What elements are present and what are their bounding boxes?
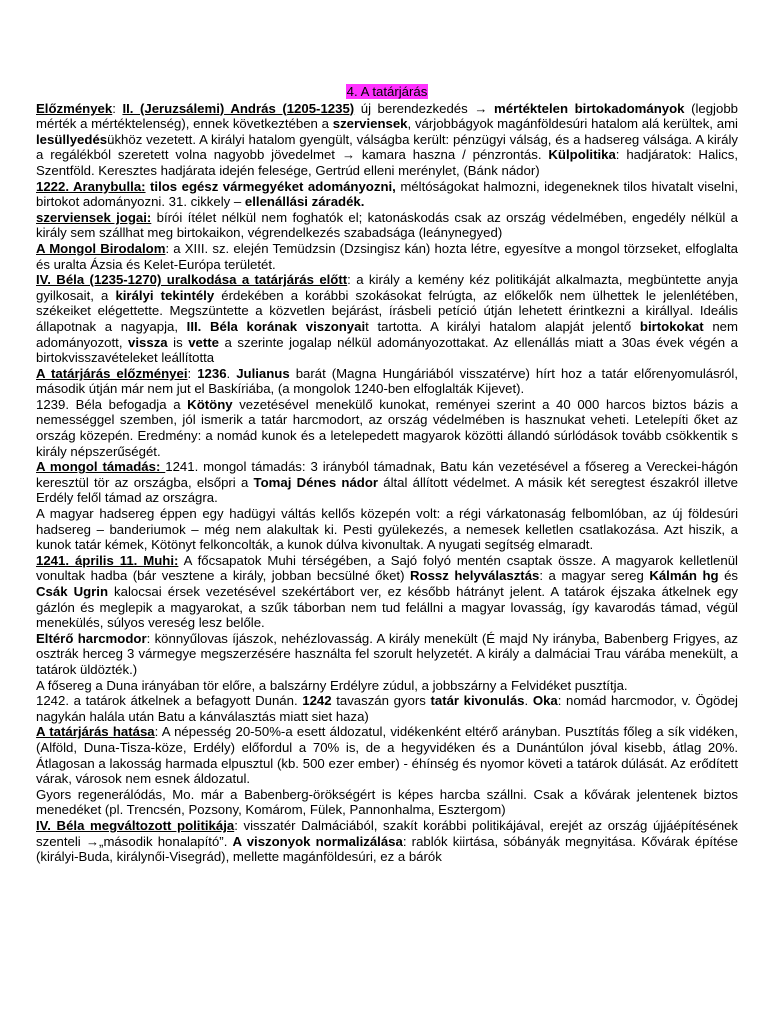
text-run: vette xyxy=(188,334,220,350)
text-run: 1241. mongol támadás: 3 irányból támadnak, Batu kán vezetésével a fősereg a Vereckei-hágón keresztül tör az országba, elsőpri a xyxy=(36,459,739,490)
text-run: t tartotta. A királyi hatalom alapját jelentő xyxy=(365,318,640,334)
text-run: Oka xyxy=(532,693,558,709)
text-run: Eltérő harcmodor xyxy=(36,630,147,646)
text-run: III. Béla korának viszonyai xyxy=(186,318,366,334)
text-run: : nomád harcmodor, v. Ögödej nagykán halála után Batu a kánválasztás miatt siet haza) xyxy=(36,693,738,724)
paragraph-megvaltozott-politika xyxy=(36,818,738,865)
text-run: : visszatér Dalmáciából, szakít korábbi politikájával, erejét az ország újjáépítésének szenteli →„második honalapító”. xyxy=(36,817,739,849)
paragraph-aranybulla xyxy=(36,179,738,210)
document-title: 4. A tatárjárás xyxy=(346,84,428,99)
text-run: nem adományozott, xyxy=(36,318,738,350)
paragraph-hadsereg xyxy=(36,506,738,553)
text-run: szerviensek jogai: xyxy=(36,209,152,225)
text-run: tilos egész vármegyéket adományozni, xyxy=(145,178,396,194)
text-run: Rossz helyválasztás xyxy=(409,568,540,584)
text-run: méltóságokat halmozni, idegeneknek tilos hivatalt viselni, birtokot adományozni. 31. cikkely – xyxy=(36,178,738,210)
paragraph-gyors-regeneralodas xyxy=(36,787,738,818)
text-run: Előzmények xyxy=(36,100,113,116)
text-run: 1241. április 11. Muhi: xyxy=(36,552,179,568)
text-run: vezetésével menekülő kunokat, reményei szerint a 40 000 harcos biztos bázis a nemességgel szemben, jól ismerik a tatár harcmodort, az ország védelmében is hasznukat veheti. Letelepíti őket az ország közepén. Eredmény: a nomád kunok és a letelepedett magyarok közötti állandó súrlódások tovább csökkentik s király népszerűségét. xyxy=(36,396,738,459)
text-run: birtokokat xyxy=(639,318,704,334)
paragraph-kivonulas xyxy=(36,693,738,724)
title-line xyxy=(36,84,738,100)
text-run: bírói ítélet nélkül nem foghatók el; katonáskodás csak az ország védelmében, engedély nélkül a király sem szállhat meg birtokaikon, végrendelkezés szabadsága (leánynegyed) xyxy=(36,209,738,241)
text-run: A magyar hadsereg éppen egy hadügyi váltás kellős közepén volt: a régi várkatonaság felbomlóban, az új földesúri hadsereg – banderiumok – még nem alakultak ki. Pesti gyülekezés, a nemesek kelletlen csatlakozása. Azt hiszik, a kunok tatár kémek, Kötönyt felkoncolták, a kunok dúlva kivonultak. A nyugati segítség elmaradt. xyxy=(36,506,738,553)
text-run: és xyxy=(718,568,739,584)
text-run: Gyors regenerálódás, Mo. már a Babenberg-örökségért is képes harcba szállni. Csak a kővárak jelentenek biztos menedéket (pl. Trencsén, Pozsony, Komárom, Fülek, Pannonhalma, Esztergom) xyxy=(36,786,738,818)
text-run: : xyxy=(112,100,123,116)
paragraph-szerviensek-jogai xyxy=(36,210,738,241)
text-run: szerviensek xyxy=(332,116,408,132)
text-run: IV. Béla megváltozott politikája xyxy=(36,817,235,833)
text-run: A mongol támadás: xyxy=(36,459,166,475)
paragraph-elozmenyek xyxy=(36,101,738,179)
text-run: . xyxy=(524,693,533,709)
text-run: A fősereg a Duna irányában tör előre, a balszárny Erdélyre zúdul, a jobbszárny a Felvidéket pusztítja. xyxy=(36,677,628,693)
text-run: által állított védelmet. A másik két seregtest északról illetve Erdély felől támad az országra. xyxy=(36,474,738,506)
text-run: érdekében a korábbi szokásokat felrúgta, az előkelők nem ülhettek le jelenlétében, székeiket elégettette. Megszüntette a közvetlen bejárást, írásbeli petíció útján lehetett érintkezni a királlyal. Ideális állapotnak a nagyapja, xyxy=(36,287,738,334)
text-run: lesüllyedés xyxy=(36,131,108,147)
paragraph-mongol-tamadas xyxy=(36,459,738,506)
text-run: vissza xyxy=(128,334,168,350)
text-run: II. (Jeruzsálemi) András (1205-1235) xyxy=(122,100,355,116)
text-run: , várjobbágyok magánföldesúri hatalom alá kerültek, ami xyxy=(407,116,738,132)
text-run: A viszonyok normalizálása xyxy=(232,833,403,849)
text-run: mértéktelen birtokadományok xyxy=(494,100,685,116)
paragraph-eltero-harcmodor xyxy=(36,631,738,678)
text-run: 1222. Aranybulla: xyxy=(36,178,146,194)
text-run: Julianus xyxy=(236,365,290,381)
text-run: . xyxy=(226,365,237,381)
text-run: Kálmán hg xyxy=(649,568,719,584)
text-run: : rablók kiirtása, sóbányák megnyitása. Kővárak építése (királyi-Buda, királynői-Visegrád), mellette magánföldesúri, ez a bárók xyxy=(36,833,738,865)
text-run: : a magyar sereg xyxy=(539,568,650,584)
text-run: tavaszán gyors xyxy=(331,693,431,709)
text-run: : a király a kemény kéz politikáját alkalmazta, megbüntette anyja gyilkosait, a xyxy=(36,272,738,303)
document-page xyxy=(36,84,738,865)
text-run: ellenállási záradék. xyxy=(244,194,365,210)
text-run: királyi tekintély xyxy=(115,287,215,303)
text-run: Külpolitika xyxy=(548,147,616,163)
document-body xyxy=(36,101,738,865)
text-run: A főcsapatok Muhi térségében, a Sajó folyó mentén csaptak össze. A magyarok kelletlenül vonultak hadba (bár vesztene a király, jobban becsülné őket) xyxy=(36,552,738,584)
text-run: IV. Béla (1235-1270) uralkodása a tatárjárás előtt xyxy=(36,272,348,288)
text-run: (legjobb mérték a mértéktelenség), ennek következtében a xyxy=(36,100,738,132)
text-run: : A népesség 20-50%-a esett áldozatul, vidékenként eltérő arányban. Pusztítás főleg a sík vidéken, (Alföld, Duna-Tisza-köze, Erdély) előfordul a 70% is, de a hegyvidéken és a Dunántúlon jóval kisebb, átlag 20%. Átlagosan a lakosság harmada elpusztul (kb. 500 ezer ember) - éhínség és nyomor követi a tatárok dúlását. Az erődített várak, városok nem esnek áldozatul. xyxy=(36,724,739,787)
text-run: Kötöny xyxy=(187,396,233,412)
text-run: Tomaj Dénes nádor xyxy=(253,474,379,490)
text-run: is xyxy=(167,334,189,350)
paragraph-tatarjaras-hatasa xyxy=(36,724,738,786)
paragraph-kotony xyxy=(36,397,738,459)
text-run: : xyxy=(187,365,198,381)
paragraph-mongol-birodalom xyxy=(36,241,738,272)
text-run: A tatárjárás hatása xyxy=(36,724,155,740)
text-run: új berendezkedés → xyxy=(354,100,495,116)
text-run: barát (Magna Hungáriából visszatérve) hírt hoz a tatár előrenyomulásról, második útján már nem jut el Baskíriába, (a mongolok 1240-ben elfoglalták Kijevet). xyxy=(36,365,739,397)
text-run: A Mongol Birodalom xyxy=(36,240,166,256)
text-run: : hadjáratok: Halics, Szentföld. Keresztes hadjárata idején felesége, Gertrúd elleni merénylet, (Bánk nádor) xyxy=(36,147,738,178)
text-run: 1242 xyxy=(302,693,332,709)
paragraph-foesereg xyxy=(36,678,738,694)
text-run: : a XIII. sz. elején Temüdzsin (Dzsingisz kán) hozta létre, egyesítve a mongol törzseket, elfoglalta és uralta Ázsia és Kelet-Európa területét. xyxy=(36,240,738,272)
text-run: a szerinte jogalap nélkül adományozottakat. Az ellenállás miatt a 30as évek végén a birtokvisszavételeket leállította xyxy=(36,334,738,366)
paragraph-tatarjaras-elozmenyei xyxy=(36,366,738,397)
paragraph-iv-bela-uralkodasa xyxy=(36,272,738,366)
text-run: Csák Ugrin xyxy=(36,584,108,599)
text-run: : könnyűlovas íjászok, nehézlovasság. A király menekült (É majd Ny irányba, Babenberg Frigyes, az osztrák herceg 3 vármegye megszerzésére használta fel szorult helyzetét. A király a dalmáciai Trau várába menekült, a tatárok üldözték.) xyxy=(36,630,739,677)
text-run: kalocsai érsek vezetésével szekértábort ver, ez később hátrányt jelent. A tatárok éjszaka átkelnek egy gázlón és meglepik a magyarokat, a szűk táborban nem tud felállni a magyar lovasság, így kavarodás támad, végül menekülés, súlyos vereség lesz belőle. xyxy=(36,584,738,631)
text-run: A tatárjárás előzményei xyxy=(36,365,188,381)
text-run: ükhöz vezetett. A királyi hatalom gyengült, válságba került: pénzügyi válság, és a hadsereg válsága. A király a regálékból szeretett volna nagyobb jövedelmet → kamara haszna / pénzrontás. xyxy=(36,131,738,163)
text-run: 1242. a tatárok átkelnek a befagyott Dunán. xyxy=(36,693,303,709)
text-run: 1239. Béla befogadja a xyxy=(36,396,188,412)
paragraph-muhi xyxy=(36,553,738,631)
text-run: tatár kivonulás xyxy=(430,693,525,709)
text-run: 1236 xyxy=(197,365,227,381)
